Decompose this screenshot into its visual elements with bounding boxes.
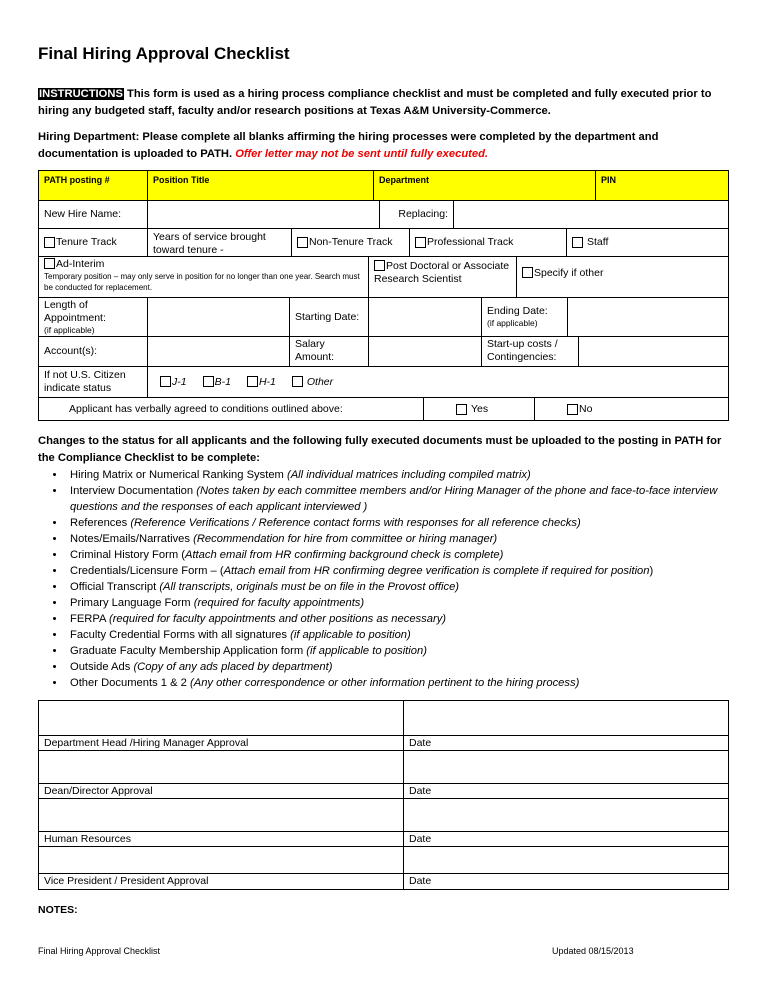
instructions-text: This form is used as a hiring process compliance checklist and must be completed and fully executed prior to hiring any budgeted staff, faculty and/or research positions at Texas A&M University-Commerce. [38, 88, 712, 117]
item-label: FERPA [70, 613, 109, 625]
label: Years of service brought toward tenure - [153, 231, 266, 256]
label: Yes [471, 402, 489, 415]
professional-option[interactable] [409, 228, 567, 257]
item-note: Attach email from HR confirming background check is complete) [184, 549, 504, 561]
checkbox-icon[interactable] [374, 260, 385, 271]
checklist-item [66, 643, 766, 659]
years-service-field[interactable] [147, 228, 292, 257]
item-note: Attach email from HR confirming degree verification is complete if required for position [223, 565, 650, 577]
item-label: References [70, 517, 131, 529]
label: Length of Appointment: [44, 299, 106, 324]
visa-status-options [147, 366, 729, 398]
label: PIN [601, 175, 617, 185]
post-doc-option[interactable] [368, 256, 517, 298]
checkbox-icon[interactable] [247, 376, 258, 387]
item-note: (required for faculty appointments) [193, 597, 365, 609]
checklist-item [66, 595, 766, 611]
salary-input[interactable] [368, 336, 482, 367]
signature-box[interactable] [38, 846, 404, 874]
label: PATH posting # [44, 175, 110, 185]
label: Position Title [153, 175, 210, 185]
item-note: (Recommendation for hire from committee or hiring manager) [193, 533, 498, 545]
label: Department [379, 175, 430, 185]
label: Non-Tenure Track [309, 236, 393, 248]
other-option[interactable] [292, 376, 333, 389]
agreed-label: Applicant has verbally agreed to conditions outlined above: [38, 397, 424, 421]
date-box[interactable] [403, 798, 729, 832]
checklist-item [66, 515, 766, 531]
footer-updated: Updated 08/15/2013 [552, 946, 634, 956]
checkbox-icon[interactable] [456, 404, 467, 415]
startup-label: Start-up costs / Contingencies: [481, 336, 579, 367]
offer-warning: Offer letter may not be sent until fully executed. [235, 148, 489, 160]
no-option[interactable] [534, 397, 729, 421]
checklist-item [66, 611, 766, 627]
item-label: Credentials/Licensure Form – ( [70, 565, 224, 577]
checklist-item [66, 579, 766, 595]
item-note: (Copy of any ads placed by department) [133, 661, 333, 673]
label: Specify if other [534, 267, 604, 279]
non-tenure-option[interactable] [291, 228, 410, 257]
checkbox-icon[interactable] [44, 237, 55, 248]
checklist-item [66, 467, 766, 483]
instructions [38, 86, 738, 120]
label: Other [306, 375, 334, 388]
page-title: Final Hiring Approval Checklist [38, 44, 290, 63]
signature-box[interactable] [38, 750, 404, 784]
date-box[interactable] [403, 846, 729, 874]
checklist [38, 467, 766, 691]
date-label: Date [403, 735, 729, 751]
label: Post Doctoral or Associate Research Scientist [374, 260, 510, 285]
item-label: Faculty Credential Forms with all signatures [70, 629, 291, 641]
checkbox-icon[interactable] [160, 376, 171, 387]
item-note: (required for faculty appointments and other positions as necessary) [108, 613, 447, 625]
checklist-item [66, 659, 766, 675]
item-label: Graduate Faculty Membership Application form [70, 645, 307, 657]
item-note: (All individual matrices including compiled matrix) [286, 469, 531, 481]
starting-date-input[interactable] [368, 297, 482, 337]
tenure-track-option[interactable] [38, 228, 148, 257]
checkbox-icon[interactable] [572, 237, 583, 248]
label: H-1 [258, 375, 276, 388]
item-note: (if applicable to position) [290, 629, 411, 641]
checkbox-icon[interactable] [292, 376, 303, 387]
item-label: Notes/Emails/Narratives [70, 533, 194, 545]
changes-heading: Changes to the status for all applicants and the following fully executed documents must be uploaded to the posting in PATH for the Compliance Checklist to be complete: [38, 435, 722, 464]
starting-date-label: Starting Date: [289, 297, 369, 337]
staff-option[interactable] [566, 228, 729, 257]
checkbox-icon[interactable] [522, 267, 533, 278]
footer-title: Final Hiring Approval Checklist [38, 946, 161, 956]
length-input[interactable] [147, 297, 290, 337]
item-label: Outside Ads [70, 661, 134, 673]
h1-option[interactable] [247, 376, 276, 389]
date-box[interactable] [403, 750, 729, 784]
checklist-item [66, 675, 766, 691]
yes-option[interactable] [423, 397, 535, 421]
label: J-1 [172, 375, 187, 388]
checkbox-icon[interactable] [567, 404, 578, 415]
checkbox-icon[interactable] [44, 258, 55, 269]
item-note: (Notes taken by each committee members and/or Hiring Manager of the phone and face-to-face interview questions and the responses of each applicant interviewed ) [70, 485, 718, 513]
item-label: Interview Documentation [70, 485, 197, 497]
new-hire-input[interactable] [147, 200, 380, 229]
label: B-1 [214, 375, 231, 388]
replacing-label: Replacing: [379, 200, 454, 229]
item-note: (Any other correspondence or other information pertinent to the hiring process) [190, 677, 580, 689]
item-label: Official Transcript [70, 581, 160, 593]
checklist-item [66, 627, 766, 643]
j1-option[interactable] [160, 376, 187, 389]
checklist-item [66, 547, 766, 563]
notes-label: NOTES: [38, 904, 78, 916]
new-hire-label: New Hire Name: [38, 200, 148, 229]
item-note: (All transcripts, originals must be on file in the Provost office) [159, 581, 460, 593]
b1-option[interactable] [203, 376, 231, 389]
department-note [38, 129, 738, 163]
approval-label: Department Head /Hiring Manager Approval [38, 735, 404, 751]
department-note-text: Hiring Department: Please complete all blanks affirming the hiring processes were completed by the department and documentation is uploaded to PATH. [38, 131, 659, 160]
approval-label: Human Resources [38, 831, 404, 847]
label: Tenure Track [56, 236, 117, 248]
item-note: (if applicable to position) [306, 645, 427, 657]
position-title-field[interactable] [147, 170, 374, 201]
checkbox-icon[interactable] [203, 376, 214, 387]
length-label [38, 297, 148, 337]
item-label: Hiring Matrix or Numerical Ranking System [70, 469, 287, 481]
replacing-input[interactable] [453, 200, 729, 229]
checkbox-icon[interactable] [297, 237, 308, 248]
startup-input[interactable] [578, 336, 729, 367]
specify-other-option[interactable] [516, 256, 729, 298]
label: Professional Track [427, 236, 514, 248]
date-label: Date [403, 783, 729, 799]
pin-field[interactable] [595, 170, 729, 201]
accounts-label: Account(s): [38, 336, 148, 367]
signature-box[interactable] [38, 798, 404, 832]
instructions-tag: INSTRUCTIONS [39, 88, 123, 100]
checklist-item [66, 483, 766, 515]
sub-label: (if applicable) [44, 325, 95, 335]
sub-label: (if applicable) [487, 318, 538, 328]
ending-date-label [481, 297, 568, 337]
item-label: Criminal History Form ( [70, 549, 185, 561]
checklist-item [66, 563, 766, 579]
ending-date-input[interactable] [567, 297, 729, 337]
checkbox-icon[interactable] [415, 237, 426, 248]
ad-interim-note: Temporary position – may only serve in position for no longer than one year. Search must be conducted for replacement. [44, 272, 360, 292]
path-posting-field[interactable] [38, 170, 148, 201]
salary-label: Salary Amount: [289, 336, 369, 367]
accounts-input[interactable] [147, 336, 290, 367]
label: Ad-Interim [56, 258, 105, 270]
approval-label: Dean/Director Approval [38, 783, 404, 799]
item-note: (Reference Verifications / Reference contact forms with responses for all reference checks) [130, 517, 581, 529]
label: Staff [587, 236, 609, 248]
approval-label: Vice President / President Approval [38, 873, 404, 890]
date-box[interactable] [403, 700, 729, 736]
date-label: Date [403, 831, 729, 847]
item-label: Other Documents 1 & 2 [70, 677, 191, 689]
citizen-label: If not U.S. Citizen indicate status [38, 366, 148, 398]
checklist-item [66, 531, 766, 547]
ad-interim-option[interactable] [38, 256, 369, 298]
date-label: Date [403, 873, 729, 890]
label: No [579, 402, 593, 415]
item-label: Primary Language Form [70, 597, 194, 609]
label: Ending Date: [487, 305, 548, 317]
item-tail: ) [649, 565, 654, 577]
department-field[interactable] [373, 170, 596, 201]
signature-box[interactable] [38, 700, 404, 736]
